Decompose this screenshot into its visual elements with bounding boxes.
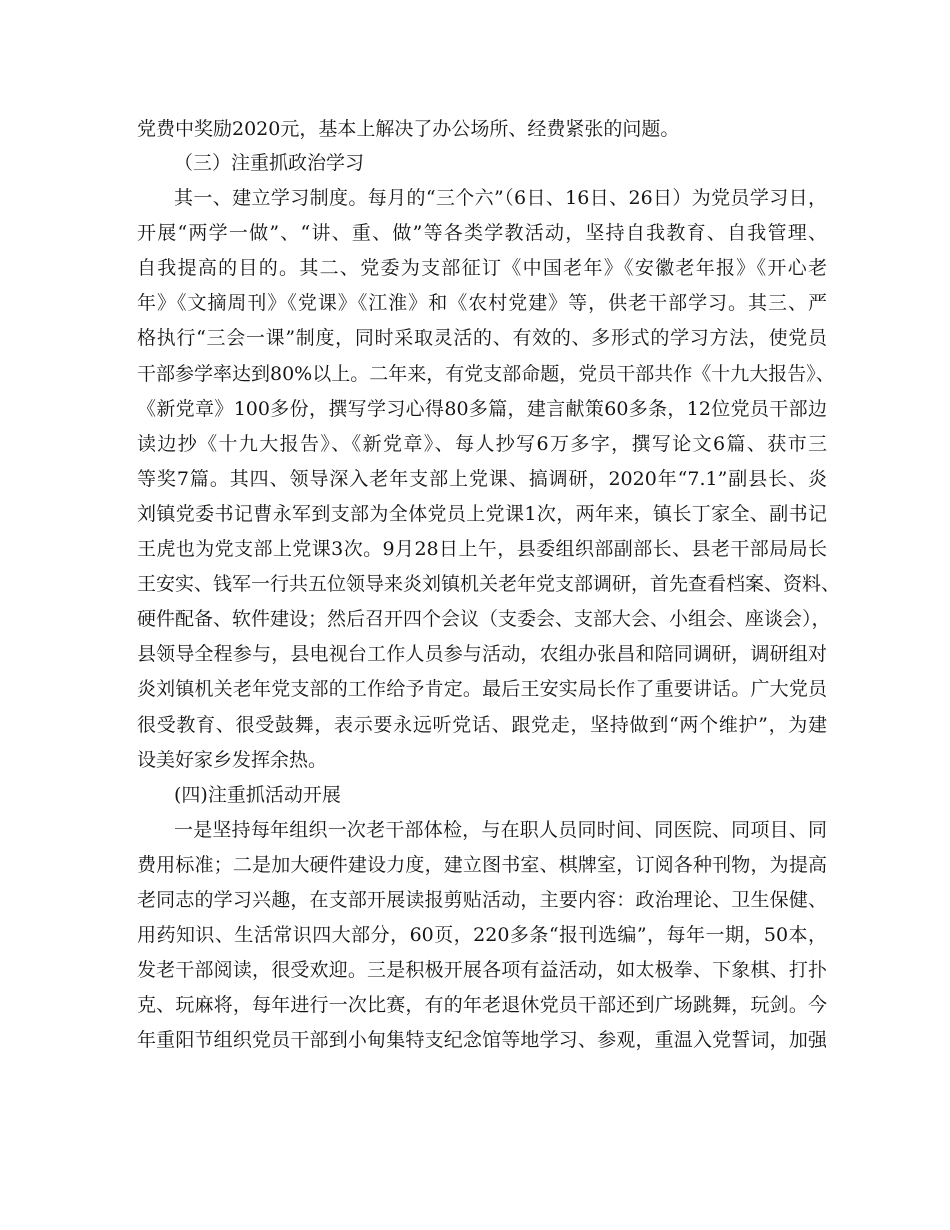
body-text-line: 等奖7篇。其四、领导深入老年支部上党课、搞调研，2020年“7.1”副县长、炎 xyxy=(137,468,827,490)
body-text-line: 自我提高的目的。其二、党委为支部征订《中国老年》《安徽老年报》《开心老 xyxy=(137,257,827,279)
body-text-line: 老同志的学习兴趣，在支部开展读报剪贴活动，主要内容：政治理论、卫生保健、 xyxy=(137,889,827,911)
body-text-line: 格执行“三会一课”制度，同时采取灵活的、有效的、多形式的学习方法，使党员 xyxy=(137,327,827,349)
body-text-line: 炎刘镇机关老年党支部的工作给予肯定。最后王安实局长作了重要讲话。广大党员 xyxy=(137,678,827,700)
body-text-line: 发老干部阅读，很受欢迎。三是积极开展各项有益活动，如太极拳、下象棋、打扑 xyxy=(137,959,827,981)
paragraph-first-line: 其一、建立学习制度。每月的“三个六”（6日、16日、26日）为党员学习日， xyxy=(174,187,827,209)
section-heading: (四)注重抓活动开展 xyxy=(174,784,341,806)
body-text-line: 开展“两学一做”、“讲、重、做”等各类学教活动，坚持自我教育、自我管理、 xyxy=(137,222,827,244)
body-text-line: 党费中奖励2020元，基本上解决了办公场所、经费紧张的问题。 xyxy=(137,118,680,140)
body-text-line: 年》《文摘周刊》《党课》《江淮》和《农村党建》等，供老干部学习。其三、严 xyxy=(137,292,827,314)
body-text-line: 读边抄《十九大报告》、《新党章》、每人抄写6万多字，撰写论文6篇、获市三 xyxy=(137,433,827,455)
body-text-line: 很受教育、很受鼓舞，表示要永远听党话、跟党走，坚持做到“两个维护”，为建 xyxy=(137,714,827,736)
body-text-line: 《新党章》100多份，撰写学习心得80多篇，建言献策60多条，12位党员干部边 xyxy=(137,398,827,420)
body-text-line: 用药知识、生活常识四大部分，60页，220多条“报刊选编”，每年一期，50本， xyxy=(137,924,827,946)
body-text-line: 费用标准；二是加大硬件建设力度，建立图书室、棋牌室，订阅各种刊物，为提高 xyxy=(137,854,827,876)
body-text-line: 王虎也为党支部上党课3次。9月28日上午，县委组织部副部长、县老干部局局长 xyxy=(137,538,827,560)
section-heading: （三）注重抓政治学习 xyxy=(174,152,365,174)
body-text-line: 干部参学率达到80%以上。二年来，有党支部命题，党员干部共作《十九大报告》、 xyxy=(137,363,835,385)
body-text-line: 刘镇党委书记曹永军到支部为全体党员上党课1次，两年来，镇长丁家全、副书记 xyxy=(137,503,827,525)
body-text-line: 年重阳节组织党员干部到小甸集特支纪念馆等地学习、参观，重温入党誓词，加强 xyxy=(137,1029,827,1051)
body-text-line: 县领导全程参与，县电视台工作人员参与活动，农组办张昌和陪同调研，调研组对 xyxy=(137,643,827,665)
body-text-line: 王安实、钱军一行共五位领导来炎刘镇机关老年党支部调研，首先查看档案、资料、 xyxy=(137,573,841,595)
paragraph-first-line: 一是坚持每年组织一次老干部体检，与在职人员同时间、同医院、同项目、同 xyxy=(174,819,827,841)
body-text-line: 设美好家乡发挥余热。 xyxy=(137,749,328,771)
body-text-line: 克、玩麻将，每年进行一次比赛，有的年老退休党员干部还到广场跳舞，玩剑。今 xyxy=(137,994,827,1016)
body-text-line: 硬件配备、软件建设；然后召开四个会议（支委会、支部大会、小组会、座谈会）， xyxy=(137,608,831,630)
